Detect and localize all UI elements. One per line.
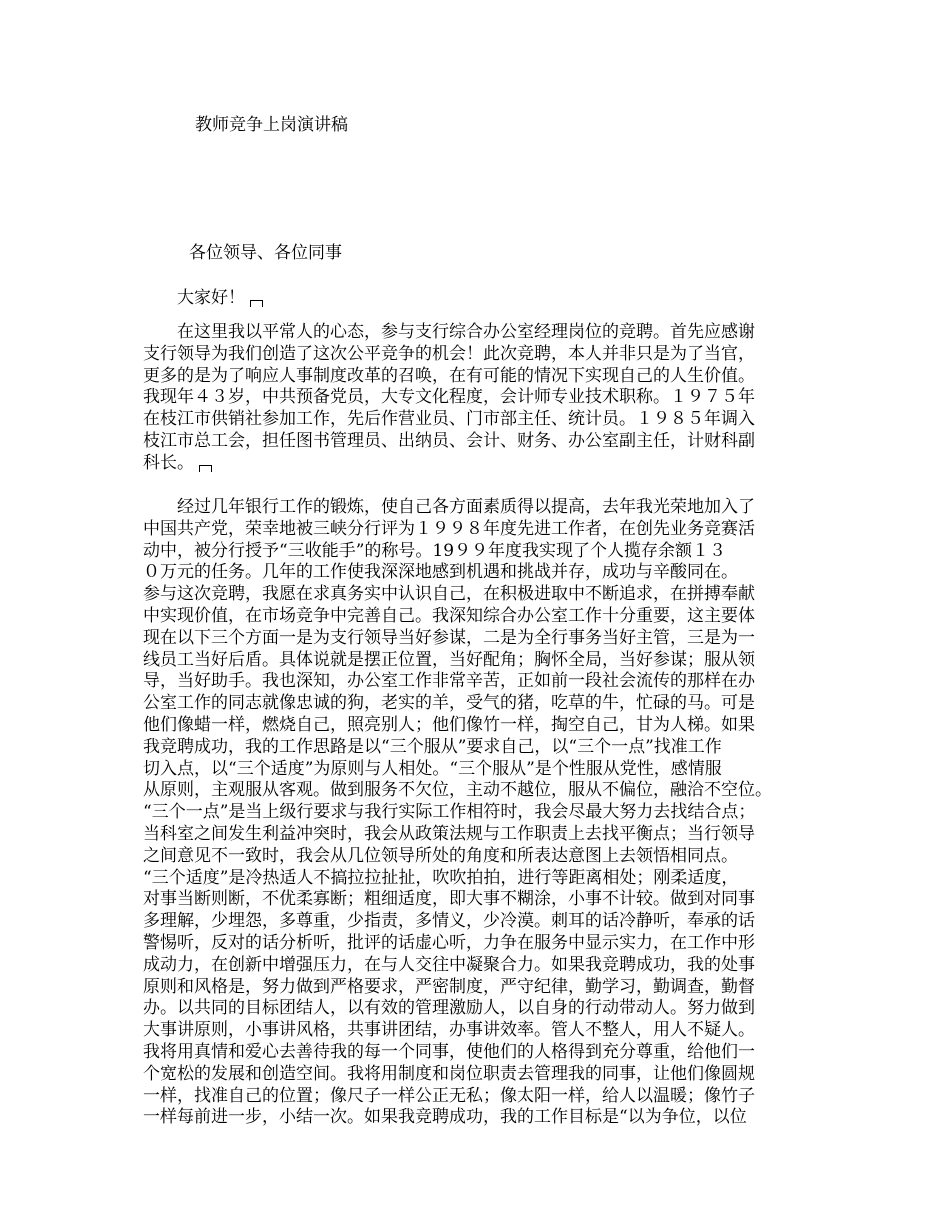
line-text: 我将用真情和爱心去善待我的每一个同事，使他们的人格得到充分尊重，给他们一: [143, 1041, 755, 1062]
paragraph-line: [143, 911, 823, 933]
paragraph-1: [143, 322, 823, 475]
line-text: 枝江市总工会，担任图书管理员、出纳员、会计、财务、办公室副主任，计财科副: [143, 430, 755, 451]
line-text: 切入点，以“三个适度”为原则与人相处。“三个服从”是个性服从党性，感情服: [143, 758, 722, 779]
line-text: 支行领导为我们创造了这次公平竞争的机会！此次竞聘，本人并非只是为了当官，: [143, 343, 755, 364]
paragraph-line: [143, 519, 823, 541]
line-text: ０万元的任务。几年的工作使我深深地感到机遇和挑战并存，成功与辛酸同在。: [143, 562, 738, 583]
line-text: 中实现价值，在市场竞争中完善自己。我深知综合办公室工作十分重要，这主要体: [143, 605, 755, 626]
paragraph-line: [143, 1107, 823, 1129]
paragraph-line: [143, 868, 823, 890]
line-text: 现在以下三个方面一是为支行领导当好参谋，二是为全行事务当好主管，三是为一: [143, 627, 755, 648]
line-text: 导，当好助手。我也深知，办公室工作非常辛苦，正如前一段社会流传的那样在办: [143, 671, 755, 692]
paragraph-line: [143, 1064, 823, 1086]
line-text: 办。以共同的目标团结人，以有效的管理激励人，以自身的行动带动人。努力做到: [143, 998, 755, 1019]
line-text: 当科室之间发生利益冲突时，我会从政策法规与工作职责上去找平衡点；当行领导: [143, 823, 755, 844]
line-text: 我现年４３岁，中共预备党员，大专文化程度，会计师专业技术职称。１９７５年: [143, 387, 755, 408]
line-text: 之间意见不一致时，我会从几位领导所处的角度和所表达意图上去领悟相同点。: [143, 845, 738, 866]
paragraph-line: [143, 889, 823, 911]
line-text: 在枝江市供销社参加工作，先后作营业员、门市部主任、统计员。１９８５年调入: [143, 409, 755, 430]
line-text: “三个一点”是当上级行要求与我行实际工作相符时，我会尽最大努力去找结合点；: [143, 802, 756, 823]
line-text: 他们像蜡一样，燃烧自己，照亮别人；他们像竹一样，掏空自己，甘为人梯。如果: [143, 714, 755, 735]
line-text: 大事讲原则，小事讲风格，共事讲团结，办事讲效率。管人不整人，用人不疑人。: [143, 1020, 755, 1041]
paragraph-line: [143, 759, 823, 781]
greeting: 大家好！: [177, 288, 245, 308]
paragraph-line: [143, 1086, 823, 1108]
paragraph-break-icon: [199, 465, 212, 472]
paragraph-break-icon: [250, 300, 263, 307]
paragraph-line: [143, 715, 823, 737]
line-text: 多理解，少埋怨，多尊重，少指责，多情义，少冷漠。刺耳的话冷静听，奉承的话: [143, 911, 755, 932]
paragraph-line: [143, 562, 823, 584]
paragraph-line: [143, 998, 823, 1020]
greeting-line: [177, 287, 263, 309]
paragraph-line: [143, 584, 823, 606]
paragraph-line: [143, 322, 823, 344]
paragraph-line: [143, 802, 823, 824]
line-text: 一样，找准自己的位置；像尺子一样公正无私；像太阳一样，给人以温暖；像竹子: [143, 1085, 755, 1106]
paragraph-line: [143, 1020, 823, 1042]
line-text: 动中，被分行授予“三收能手”的称号。19９９年度我实现了个人揽存余额１３: [143, 540, 727, 561]
paragraph-line: [143, 453, 823, 475]
line-text: 警惕听，反对的话分析听，批评的话虚心听，力争在服务中显示实力，在工作中形: [143, 932, 755, 953]
line-text: 经过几年银行工作的锻炼，使自己各方面素质得以提高，去年我光荣地加入了: [143, 497, 755, 517]
paragraph-line: [143, 541, 823, 563]
paragraph-line: [143, 977, 823, 999]
paragraph-line: [143, 431, 823, 453]
line-text: 从原则，主观服从客观。做到服务不欠位，主动不越位，服从不偏位，融洽不空位。: [143, 780, 772, 801]
paragraph-line: [143, 737, 823, 759]
line-text: 原则和风格是，努力做到严格要求，严密制度，严守纪律，勤学习，勤调查，勤督: [143, 976, 755, 997]
line-text: 在这里我以平常人的心态，参与支行综合办公室经理岗位的竞聘。首先应感谢: [143, 322, 755, 342]
line-text: “三个适度”是冷热适人不搞拉拉扯扯，吹吹拍拍，进行等距离相处；刚柔适度，: [143, 867, 739, 888]
line-text: 成动力，在创新中增强压力，在与人交往中凝聚合力。如果我竞聘成功，我的处事: [143, 954, 755, 975]
paragraph-line: [143, 846, 823, 868]
line-text: 科长。: [143, 452, 194, 473]
document-title: 教师竞争上岗演讲稿: [195, 115, 348, 135]
paragraph-line: [143, 344, 823, 366]
paragraph-line: [143, 693, 823, 715]
line-text: 我竞聘成功，我的工作思路是以“三个服从”要求自己，以“三个一点”找准工作: [143, 736, 722, 757]
line-text: 参与这次竞聘，我愿在求真务实中认识自己，在积极进取中不断追求，在拼搏奉献: [143, 584, 755, 605]
paragraph-line: [143, 780, 823, 802]
line-text: 个宽松的发展和创造空间。我将用制度和岗位职责去管理我的同事，让他们像圆规: [143, 1063, 755, 1084]
paragraph-line: [143, 955, 823, 977]
line-text: 线员工当好后盾。具体说就是摆正位置，当好配角；胸怀全局，当好参谋；服从领: [143, 649, 755, 670]
line-text: 更多的是为了响应人事制度改革的召唤，在有可能的情况下实现自己的人生价值。: [143, 365, 755, 386]
paragraph-line: [143, 387, 823, 409]
paragraph-line: [143, 409, 823, 431]
line-text: 对事当断则断，不优柔寡断；粗细适度，即大事不糊涂，小事不计较。做到对同事: [143, 889, 755, 910]
paragraph-line: [143, 1042, 823, 1064]
line-text: 中国共产党，荣幸地被三峡分行评为１９９８年度先进工作者，在创先业务竞赛活: [143, 518, 755, 539]
paragraph-line: [143, 824, 823, 846]
paragraph-2: [143, 497, 823, 1129]
line-text: 一样每前进一步，小结一次。如果我竞聘成功，我的工作目标是“以为争位，以位: [143, 1107, 747, 1128]
salutation: 各位领导、各位同事: [189, 243, 342, 263]
paragraph-line: [143, 933, 823, 955]
paragraph-line: [143, 366, 823, 388]
paragraph-line: [143, 650, 823, 672]
paragraph-line: [143, 628, 823, 650]
paragraph-line: [143, 497, 823, 519]
line-text: 公室工作的同志就像忠诚的狗，老实的羊，受气的猪，吃草的牛，忙碌的马。可是: [143, 693, 755, 714]
paragraph-line: [143, 671, 823, 693]
paragraph-line: [143, 606, 823, 628]
